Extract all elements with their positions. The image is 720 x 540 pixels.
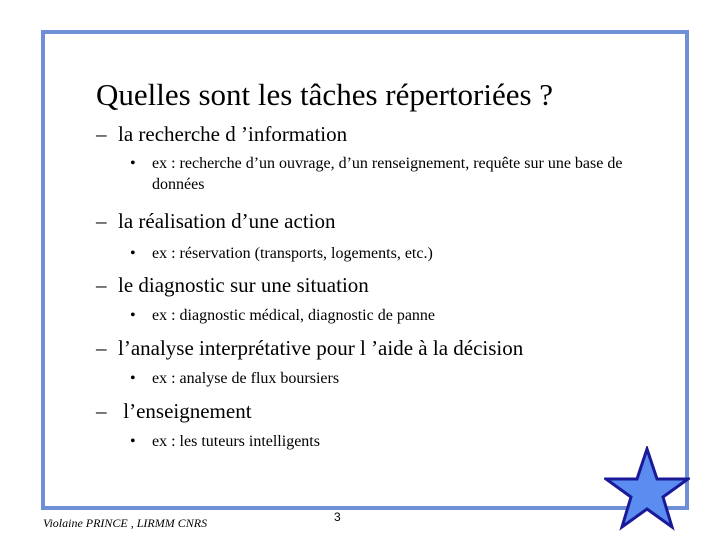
bullet-marker: •	[130, 370, 136, 387]
sub-list-item-text: ex : analyse de flux boursiers	[152, 370, 340, 387]
dash-marker: –	[96, 273, 107, 297]
sub-list-item	[130, 243, 650, 264]
sub-list-item-text: ex : les tuteurs intelligents	[152, 433, 320, 450]
list-item	[96, 398, 252, 424]
sub-list-item	[130, 153, 650, 195]
dash-marker: –	[96, 336, 107, 360]
list-item-label: l’enseignement	[118, 399, 252, 423]
dash-marker: –	[96, 209, 107, 233]
footer-author: Violaine PRINCE , LIRMM CNRS	[43, 516, 208, 530]
list-item	[96, 335, 523, 361]
star-icon	[604, 446, 690, 532]
sub-list-item-text: ex : diagnostic médical, diagnostic de panne	[152, 307, 436, 324]
sub-list-item-text: ex : réservation (transports, logements, etc.)	[152, 245, 433, 262]
list-item-label: le diagnostic sur une situation	[118, 273, 369, 297]
bullet-marker: •	[130, 307, 136, 324]
list-item	[96, 121, 347, 147]
list-item-label: l’analyse interprétative pour l ’aide à la décision	[118, 336, 524, 360]
dash-marker: –	[96, 122, 107, 146]
bullet-marker: •	[130, 155, 136, 172]
list-item	[96, 272, 369, 298]
dash-marker: –	[96, 399, 107, 423]
list-item-label: la réalisation d’une action	[118, 209, 336, 233]
sub-list-item	[130, 368, 650, 389]
sub-list-item	[130, 305, 650, 326]
page-number: 3	[334, 510, 341, 524]
bullet-marker: •	[130, 245, 136, 262]
bullet-marker: •	[130, 433, 136, 450]
list-item	[96, 208, 336, 234]
sub-list-item-text: ex : recherche d’un ouvrage, d’un renseignement, requête sur une base de données	[152, 155, 623, 193]
list-item-label: la recherche d ’information	[118, 122, 348, 146]
sub-list-item	[130, 431, 650, 452]
slide-title: Quelles sont les tâches répertoriées ?	[96, 77, 554, 112]
